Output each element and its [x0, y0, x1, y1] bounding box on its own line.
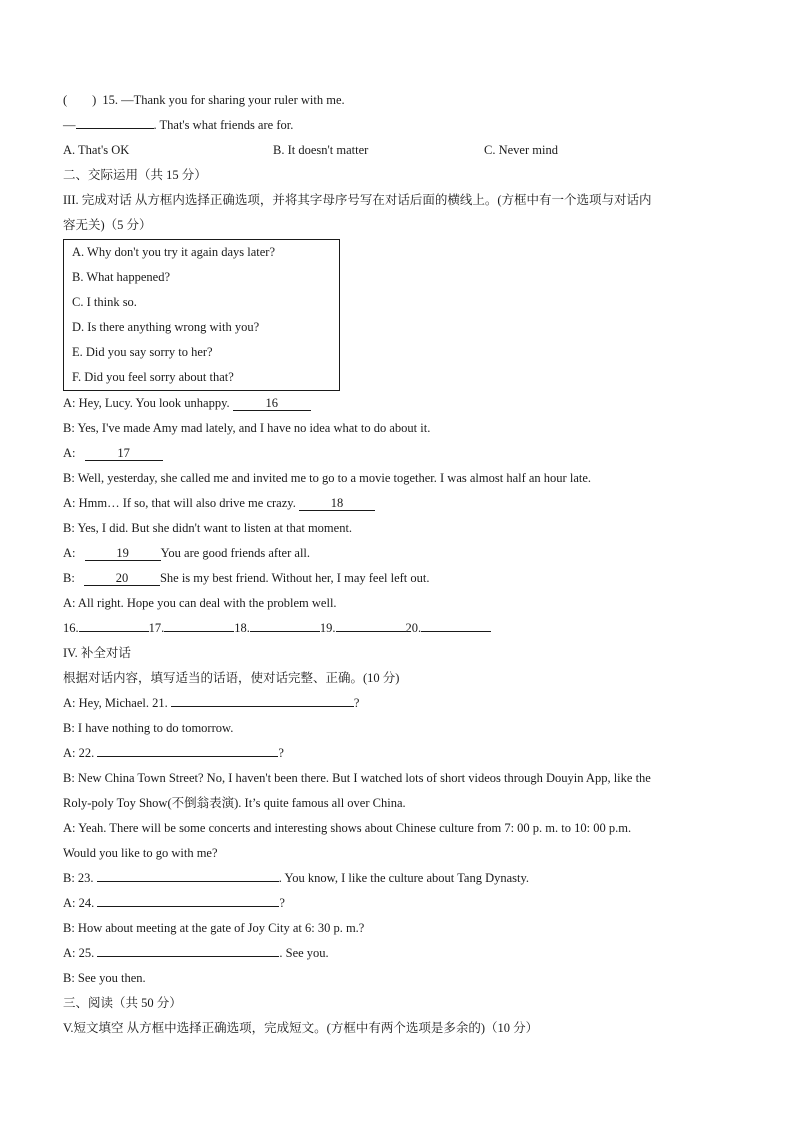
part-4-heading: IV. 补全对话	[63, 646, 131, 660]
dialogue-line: B: I have nothing to do tomorrow.	[63, 721, 234, 735]
exam-page	[63, 88, 733, 1041]
answer-blank-22[interactable]	[97, 742, 278, 757]
answer-blank[interactable]: 19	[85, 546, 161, 561]
dialogue-line: B: How about meeting at the gate of Joy City at 6: 30 p. m.?	[63, 921, 365, 935]
answer-blank[interactable]: 20	[84, 571, 160, 586]
answer-blank-20[interactable]	[421, 617, 491, 632]
answer-paren: ( )	[63, 93, 97, 107]
dialogue-line: A: 17	[63, 441, 733, 466]
dialogue-line: Roly-poly Toy Show(不倒翁表演). It’s quite famous all over China.	[63, 796, 406, 810]
dialogue-line: A: Hey, Lucy. You look unhappy. 16	[63, 391, 733, 416]
section-3-heading: 三、阅读（共 50 分）	[63, 996, 182, 1010]
dialogue-line-23: B: 23. . You know, I like the culture about Tang Dynasty.	[63, 866, 733, 891]
box-option-f: F. Did you feel sorry about that?	[72, 370, 234, 384]
box-option-d: D. Is there anything wrong with you?	[72, 320, 260, 334]
option-b: B. It doesn't matter	[273, 143, 369, 157]
dialogue-line: B: New China Town Street? No, I haven't been there. But I watched lots of short videos through Douyin App, like the	[63, 771, 651, 785]
question-15-answer-line: — . That's what friends are for.	[63, 113, 733, 138]
answer-blank-21[interactable]	[171, 692, 354, 707]
box-option-b: B. What happened?	[72, 270, 170, 284]
question-15	[63, 88, 733, 113]
dialogue-line-21: A: Hey, Michael. 21. ?	[63, 691, 733, 716]
dialogue-line: B: Yes, I did. But she didn't want to listen at that moment.	[63, 521, 353, 535]
answer-blank[interactable]	[76, 114, 154, 129]
part-4-instruction: 根据对话内容，填写适当的话语，使对话完整、正确。(10 分)	[63, 671, 400, 685]
dialogue-line: B: 20 She is my best friend. Without her, I may feel left out.	[63, 571, 430, 585]
box-option-c: C. I think so.	[72, 295, 137, 309]
answer-blank[interactable]: 17	[85, 446, 163, 461]
question-15-options	[63, 138, 733, 163]
answer-blank-24[interactable]	[97, 892, 279, 907]
answer-blank-25[interactable]	[97, 942, 279, 957]
dialogue-line: B: Well, yesterday, she called me and invited me to go to a movie together. I was almost half an hour late.	[63, 471, 592, 485]
dialogue-line: A: Yeah. There will be some concerts and interesting shows about Chinese culture from 7: 00 p. m. to 10: 00 p.m.	[63, 821, 632, 835]
option-a: A. That's OK	[63, 143, 130, 157]
question-15-text: 15. —Thank you for sharing your ruler with me.	[102, 93, 345, 107]
dialogue-line-24: A: 24. ?	[63, 891, 733, 916]
section-2-heading: 二、交际运用（共 15 分）	[63, 168, 207, 182]
dialogue-line: A: Hmm… If so, that will also drive me crazy. 18	[63, 491, 733, 516]
dialogue-line: Would you like to go with me?	[63, 846, 218, 860]
dialogue-line: A: All right. Hope you can deal with the problem well.	[63, 596, 337, 610]
part-3-instruction-2: 容无关)（5 分）	[63, 218, 152, 232]
dialogue-line: B: See you then.	[63, 971, 146, 985]
option-c: C. Never mind	[484, 143, 558, 157]
answer-blank-17[interactable]	[164, 617, 234, 632]
answer-blank-19[interactable]	[336, 617, 406, 632]
answer-blank-23[interactable]	[97, 867, 279, 882]
box-option-a: A. Why don't you try it again days later?	[72, 245, 276, 259]
answer-blank-18[interactable]	[250, 617, 320, 632]
dialogue-line: B: Yes, I've made Amy mad lately, and I have no idea what to do about it.	[63, 421, 431, 435]
answer-row: 16. 17. 18. 19. 20.	[63, 616, 733, 641]
box-option-e: E. Did you say sorry to her?	[72, 345, 213, 359]
part-5-instruction: V.短文填空 从方框中选择正确选项，完成短文。(方框中有两个选项是多余的)（10 分）	[63, 1021, 539, 1035]
dialogue-line-25: A: 25. . See you.	[63, 941, 733, 966]
answer-blank-16[interactable]	[79, 617, 149, 632]
options-box	[63, 239, 340, 391]
part-3-instruction-1: III. 完成对话 从方框内选择正确选项，并将其字母序号写在对话后面的横线上。(方框中有一个选项与对话内	[63, 193, 652, 207]
dialogue-line-22: A: 22. ?	[63, 741, 733, 766]
answer-blank[interactable]: 16	[233, 396, 311, 411]
answer-blank[interactable]: 18	[299, 496, 375, 511]
dialogue-line: A: 19 You are good friends after all.	[63, 546, 311, 560]
